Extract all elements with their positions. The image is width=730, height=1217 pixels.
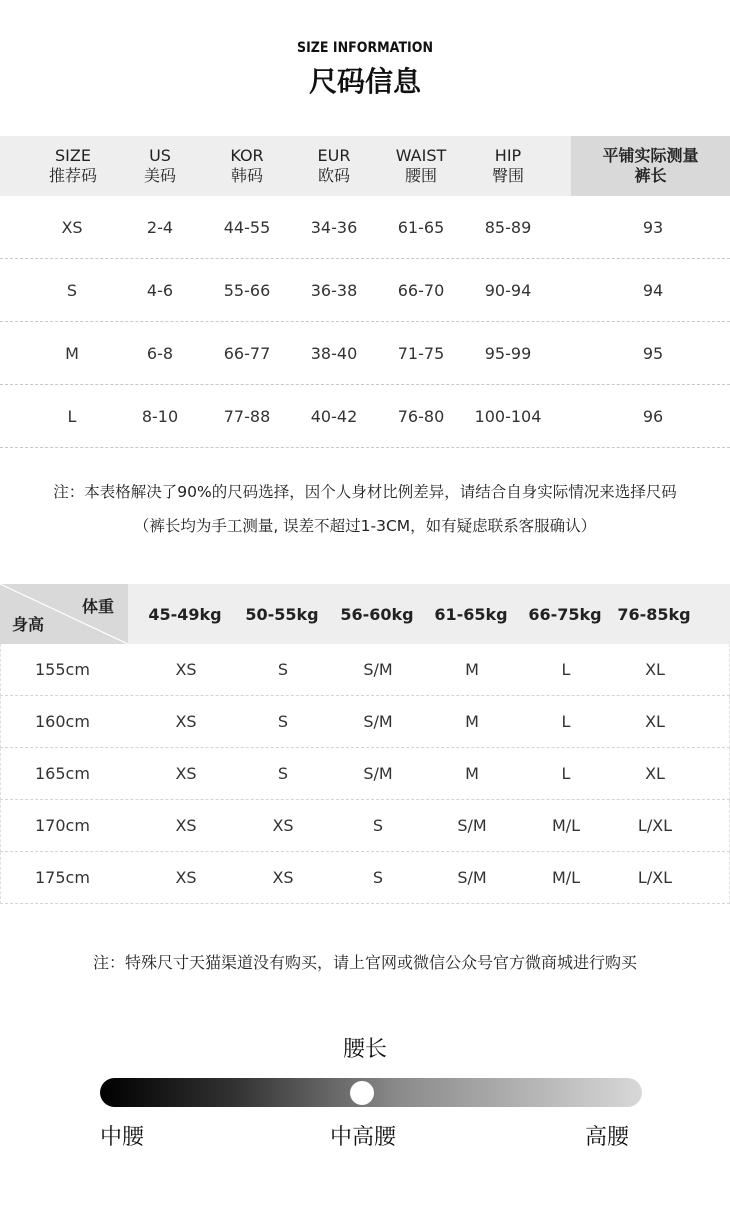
table-corner-cell xyxy=(0,584,128,644)
cell-kor: 44-55 xyxy=(223,217,271,237)
cell-us: 8-10 xyxy=(141,406,179,426)
header-us xyxy=(125,136,195,196)
size-cell: XS xyxy=(175,764,197,783)
weight-header: 45-49kg xyxy=(148,604,222,624)
size-cell: M xyxy=(465,764,479,783)
weight-row xyxy=(0,800,730,852)
cell-size: M xyxy=(65,343,79,363)
height-cell: 155cm xyxy=(35,660,90,679)
size-cell: M/L xyxy=(551,868,581,887)
header-label-measure: 平铺实际测量 xyxy=(602,146,699,165)
size-cell: XS xyxy=(272,868,294,887)
cell-eur: 36-38 xyxy=(310,280,358,300)
weight-header: 66-75kg xyxy=(528,604,602,624)
size-cell: L xyxy=(561,764,571,783)
cell-kor: 55-66 xyxy=(223,280,271,300)
size-cell: L xyxy=(561,712,571,731)
size-cell: XS xyxy=(175,816,197,835)
size-cell: S xyxy=(372,868,384,887)
corner-height-label: 身高 xyxy=(12,615,45,634)
size-cell: XL xyxy=(645,660,665,679)
header-label-en: EUR xyxy=(317,146,351,165)
size-row xyxy=(0,385,730,448)
waist-label-mid-high: 中高腰 xyxy=(330,1125,397,1150)
cell-hip: 100-104 xyxy=(474,406,542,426)
header-length xyxy=(571,136,730,196)
weight-header: 76-85kg xyxy=(617,604,691,624)
header-label-en: KOR xyxy=(230,146,264,165)
header-label-en: US xyxy=(149,146,171,165)
size-cell: L xyxy=(561,660,571,679)
size-cell: S/M xyxy=(457,816,487,835)
size-cell: S/M xyxy=(363,764,393,783)
cell-eur: 34-36 xyxy=(310,217,358,237)
size-cell: S xyxy=(277,764,289,783)
header-size xyxy=(28,136,118,196)
size-cell: M xyxy=(465,660,479,679)
title-cn: 尺码信息 xyxy=(308,65,421,98)
waist-rise-indicator xyxy=(350,1081,374,1105)
size-cell: S/M xyxy=(363,660,393,679)
height-cell: 175cm xyxy=(35,868,90,887)
cell-hip: 90-94 xyxy=(484,280,532,300)
size-cell: XS xyxy=(175,660,197,679)
size-cell: XS xyxy=(175,712,197,731)
header-kor xyxy=(207,136,287,196)
cell-size: S xyxy=(66,280,78,300)
cell-length: 95 xyxy=(642,343,664,363)
cell-eur: 40-42 xyxy=(310,406,358,426)
header-label-cn: 韩码 xyxy=(230,166,263,185)
size-cell: XL xyxy=(645,764,665,783)
size-cell: XS xyxy=(272,816,294,835)
size-cell: L/XL xyxy=(637,868,673,887)
cell-eur: 38-40 xyxy=(310,343,358,363)
title-en: SIZE INFORMATION xyxy=(296,40,433,56)
cell-us: 6-8 xyxy=(146,343,174,363)
size-table xyxy=(0,136,730,448)
cell-us: 2-4 xyxy=(146,217,174,237)
weight-row xyxy=(0,852,730,904)
waist-label-high: 高腰 xyxy=(585,1125,630,1150)
size-cell: S xyxy=(277,660,289,679)
note-size-advice: 注：本表格解决了90%的尺码选择，因个人身材比例差异，请结合自身实际情况来选择尺码 xyxy=(53,483,677,501)
height-cell: 170cm xyxy=(35,816,90,835)
cell-kor: 77-88 xyxy=(223,406,271,426)
header-eur xyxy=(294,136,374,196)
weight-height-table xyxy=(0,584,730,904)
height-cell: 165cm xyxy=(35,764,90,783)
waist-length-title: 腰长 xyxy=(342,1037,387,1062)
size-cell: S/M xyxy=(457,868,487,887)
weight-table-header xyxy=(0,584,730,644)
header-label-cn: 臀围 xyxy=(491,166,524,185)
height-cell: 160cm xyxy=(35,712,90,731)
size-row xyxy=(0,196,730,259)
size-cell: S/M xyxy=(363,712,393,731)
header-label-cn: 腰围 xyxy=(404,166,437,185)
cell-size: XS xyxy=(61,217,83,237)
size-table-header xyxy=(0,136,730,196)
cell-size: L xyxy=(67,406,77,426)
header-hip xyxy=(468,136,548,196)
header-waist xyxy=(381,136,461,196)
weight-header: 50-55kg xyxy=(245,604,319,624)
cell-waist: 66-70 xyxy=(397,280,445,300)
size-cell: M xyxy=(465,712,479,731)
weight-header: 56-60kg xyxy=(340,604,414,624)
weight-header: 61-65kg xyxy=(434,604,508,624)
header-label-cn: 美码 xyxy=(143,166,176,185)
size-row xyxy=(0,259,730,322)
size-cell: M/L xyxy=(551,816,581,835)
cell-length: 96 xyxy=(642,406,664,426)
waist-label-mid: 中腰 xyxy=(100,1125,145,1150)
header-label-cn: 欧码 xyxy=(317,166,350,185)
corner-weight-label: 体重 xyxy=(81,597,114,616)
weight-row xyxy=(0,748,730,800)
cell-hip: 85-89 xyxy=(484,217,532,237)
cell-waist: 76-80 xyxy=(397,406,445,426)
weight-row xyxy=(0,644,730,696)
cell-length: 94 xyxy=(642,280,664,300)
size-row xyxy=(0,322,730,385)
size-cell: XL xyxy=(645,712,665,731)
size-cell: XS xyxy=(175,868,197,887)
cell-waist: 71-75 xyxy=(397,343,445,363)
cell-us: 4-6 xyxy=(146,280,174,300)
header-label-en: HIP xyxy=(494,146,522,165)
weight-row xyxy=(0,696,730,748)
size-cell: S xyxy=(372,816,384,835)
note-measurement: （裤长均为手工测量, 误差不超过1-3CM，如有疑虑联系客服确认） xyxy=(133,517,597,535)
cell-length: 93 xyxy=(642,217,664,237)
size-cell: S xyxy=(277,712,289,731)
header-label-length: 裤长 xyxy=(634,166,667,185)
cell-kor: 66-77 xyxy=(223,343,271,363)
note-special-sizes: 注：特殊尺寸天猫渠道没有购买，请上官网或微信公众号官方微商城进行购买 xyxy=(92,953,637,972)
cell-waist: 61-65 xyxy=(397,217,445,237)
header-label-cn: 推荐码 xyxy=(48,166,97,185)
cell-hip: 95-99 xyxy=(484,343,532,363)
header-label-en: SIZE xyxy=(55,146,91,165)
size-cell: L/XL xyxy=(637,816,673,835)
header-label-en: WAIST xyxy=(395,146,447,165)
